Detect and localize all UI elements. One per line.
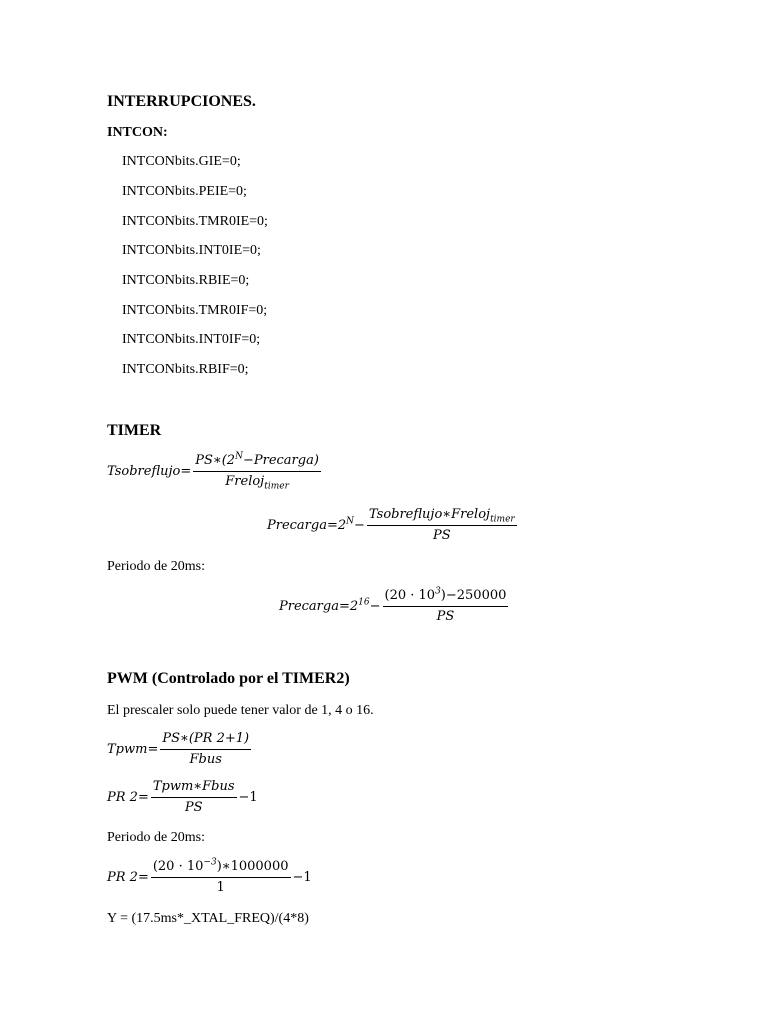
eq-exponent: N <box>346 516 355 527</box>
eq-lhs: Tpwm= <box>107 742 159 757</box>
fraction <box>383 588 509 625</box>
fraction <box>151 859 291 896</box>
eq-lhs: PR 2= <box>107 790 149 805</box>
eq-operator: − <box>369 599 381 614</box>
eq-numerator: (20 · 10 <box>384 588 436 603</box>
eq-numerator: PS∗(2 <box>195 453 236 468</box>
equation-precarga-20ms <box>279 588 510 625</box>
eq-lhs: Precarga=2 <box>279 599 359 614</box>
eq-subscript: timer <box>490 514 515 525</box>
eq-denominator: Freloj <box>225 474 265 489</box>
code-line: INTCONbits.INT0IF=0; <box>122 332 261 347</box>
fraction <box>367 507 517 544</box>
eq-numerator-rest: )∗1000000 <box>216 859 289 874</box>
equation-tsobreflujo <box>107 453 323 490</box>
eq-subscript: timer <box>264 481 289 492</box>
formula-y: Y = (17.5ms*_XTAL_FREQ)/(4*8) <box>107 911 309 926</box>
eq-denominator: PS <box>433 528 451 543</box>
equation-pr2-20ms <box>107 859 312 896</box>
register-label: INTCON: <box>107 125 168 140</box>
eq-numerator: Tpwm∗Fbus <box>151 779 237 798</box>
eq-numerator-rest: −Precarga) <box>242 453 319 468</box>
eq-denominator: PS <box>184 800 203 815</box>
eq-lhs: PR 2= <box>107 870 149 885</box>
eq-exponent: −3 <box>203 857 217 868</box>
eq-exponent: 16 <box>358 597 370 608</box>
code-line: INTCONbits.RBIE=0; <box>122 273 250 288</box>
eq-lhs: Tsobreflujo= <box>107 464 192 479</box>
eq-lhs: Precarga=2 <box>267 518 347 533</box>
eq-numerator: Tsobreflujo∗Freloj <box>368 507 491 522</box>
eq-tail: −1 <box>292 870 312 885</box>
heading-interrupciones: INTERRUPCIONES. <box>107 93 256 110</box>
code-line: INTCONbits.GIE=0; <box>122 154 241 169</box>
heading-pwm: PWM (Controlado por el TIMER2) <box>107 670 350 687</box>
eq-denominator: Fbus <box>189 752 222 767</box>
code-line: INTCONbits.INT0IE=0; <box>122 243 261 258</box>
eq-numerator-rest: )−250000 <box>440 588 507 603</box>
equation-pr2 <box>107 779 258 816</box>
eq-denominator: 1 <box>216 880 225 895</box>
eq-numerator: (20 · 10 <box>152 859 204 874</box>
code-line: INTCONbits.RBIF=0; <box>122 362 249 377</box>
eq-operator: − <box>354 518 365 533</box>
eq-exponent: 3 <box>435 586 441 597</box>
equation-precarga <box>267 507 519 544</box>
eq-denominator: PS <box>436 609 455 624</box>
fraction <box>160 731 251 768</box>
eq-numerator: PS∗(PR 2+1) <box>160 731 251 750</box>
equation-tpwm <box>107 731 253 768</box>
heading-timer: TIMER <box>107 422 162 439</box>
fraction <box>193 453 321 490</box>
code-line: INTCONbits.PEIE=0; <box>122 184 247 199</box>
prescaler-note: El prescaler solo puede tener valor de 1, 4 o 16. <box>107 703 374 718</box>
fraction <box>151 779 237 816</box>
code-line: INTCONbits.TMR0IF=0; <box>122 303 268 318</box>
eq-exponent: N <box>235 451 243 462</box>
eq-tail: −1 <box>238 790 258 805</box>
periodo-label: Periodo de 20ms: <box>107 559 205 574</box>
code-line: INTCONbits.TMR0IE=0; <box>122 214 268 229</box>
periodo-label-pwm: Periodo de 20ms: <box>107 830 205 845</box>
